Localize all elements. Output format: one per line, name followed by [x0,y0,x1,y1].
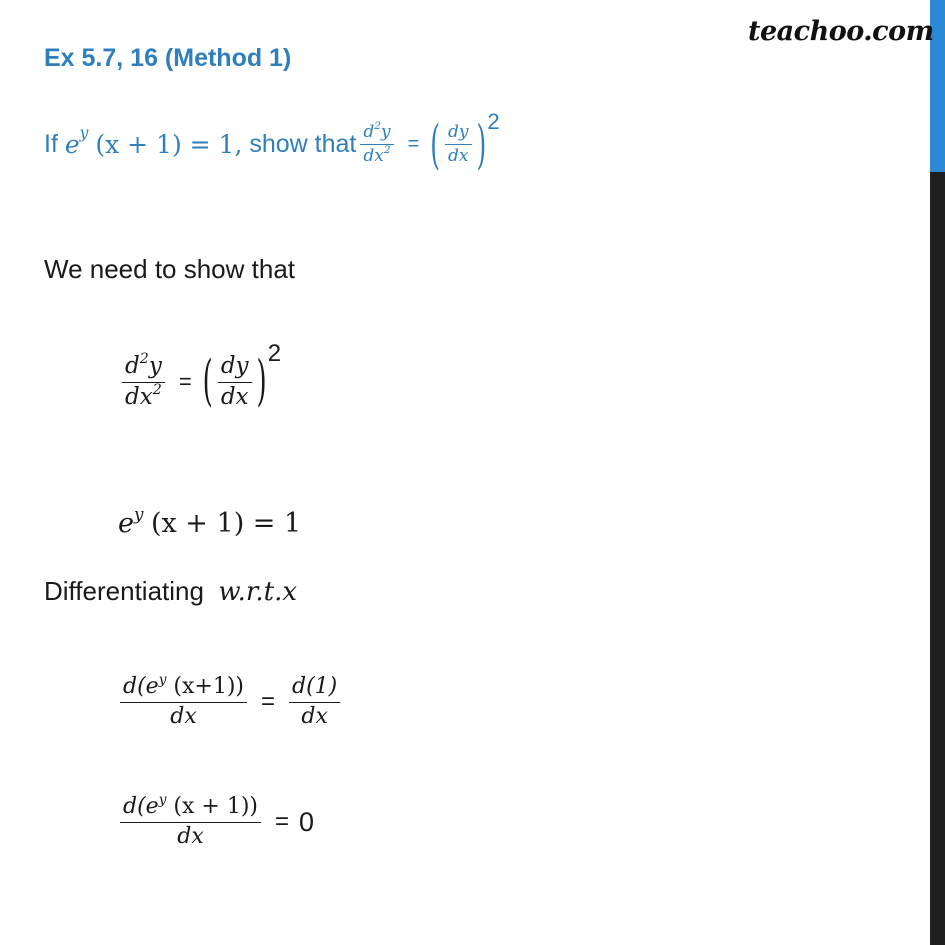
right-paren: ) [256,350,267,414]
derivative-equation-2 [116,782,314,862]
dy-symbol: dy [445,123,472,145]
right-paren: ) [476,113,487,175]
target-equals: = [178,369,192,394]
target-equation [118,342,281,422]
dx-symbol: dx [125,383,153,410]
e-exponent: y [158,671,167,688]
dx-power: 2 [152,381,162,398]
problem-e: e [64,129,80,159]
derivative-lhs [120,671,247,729]
y-var: y [148,353,162,380]
d-open: d( [123,674,146,700]
problem-first-derivative [445,123,472,165]
d-symbol: d [125,353,140,380]
e-symbol: e [145,674,159,700]
e-exponent: y [133,504,144,525]
brand-logo: teachoo.com [748,16,934,47]
equals-sign: = [261,688,276,715]
d-power: 2 [374,120,381,133]
problem-show-that: show that [249,129,357,158]
need-to-show-text: We need to show that [44,254,296,284]
d-symbol: d [363,121,375,142]
derivative-lhs [120,791,261,849]
equals-sign: = [274,808,289,835]
differentiating-line [44,576,297,607]
exercise-heading: Ex 5.7, 16 (Method 1) [44,44,292,72]
left-paren: ( [202,350,213,414]
lhs-rest: (x+1)) [173,674,244,700]
lhs-rest: (x + 1)) [173,794,258,820]
derivative-equation-1 [116,662,344,742]
problem-power: 2 [487,109,500,134]
target-power: 2 [267,340,282,367]
e-symbol: e [145,794,159,820]
problem-statement [44,109,500,176]
problem-e-exponent: y [79,124,89,143]
derivative-rhs [289,675,340,728]
dx-symbol: dx [448,145,469,166]
left-paren: ( [430,113,441,175]
given-equation-rest: (x + 1) = 1 [150,508,302,539]
dx-symbol: dx [170,703,197,729]
differentiating-text: Differentiating [44,576,204,606]
problem-second-derivative [360,120,393,166]
dx-symbol: dx [363,145,384,166]
dx-symbol: dx [177,823,204,849]
problem-prefix: If [44,129,58,158]
dy-symbol: dy [218,354,252,382]
given-equation [118,504,302,539]
d-open: d( [123,794,146,820]
dx-symbol: dx [220,383,249,410]
y-var: y [380,121,391,142]
e-exponent: y [158,791,167,808]
e-symbol: e [118,508,134,539]
target-first-derivative [218,354,252,410]
zero-value: 0 [299,806,315,837]
dx-symbol: dx [301,703,328,729]
target-second-derivative [122,351,165,410]
problem-equals: = [407,132,420,155]
wrt-text: w.r.t.x [218,577,298,607]
problem-x-plus-1: (x + 1) = 1, [95,129,243,159]
d-power: 2 [139,351,149,368]
d-one: d(1) [289,675,340,702]
dx-power: 2 [383,144,391,157]
